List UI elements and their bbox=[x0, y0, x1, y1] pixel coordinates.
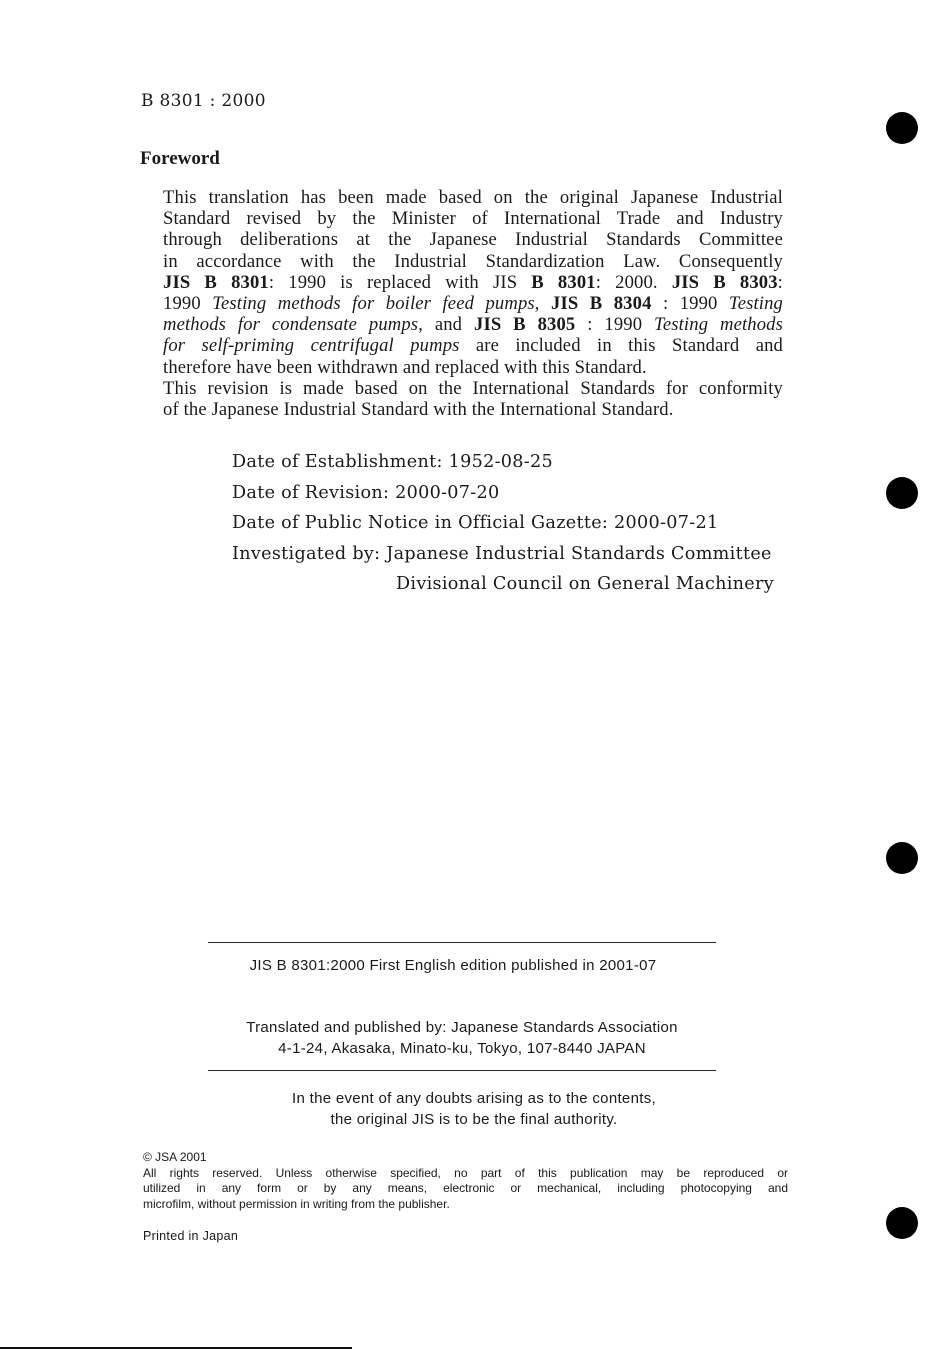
foreword-line: This translation has been made based on the original Japanese Industrial bbox=[163, 187, 783, 208]
rights-reserved: All rights reserved. Unless otherwise specified, no part of this publication may be reproduced or bbox=[143, 1165, 788, 1180]
foreword-line: JIS B 8301: 1990 is replaced with JIS B 8301: 2000. JIS B 8303: bbox=[163, 271, 783, 293]
punch-hole-icon bbox=[886, 477, 918, 509]
scan-edge-line bbox=[0, 1347, 352, 1349]
foreword-line: Standard revised by the Minister of International Trade and Industry bbox=[163, 208, 783, 230]
investigated-by-council: Divisional Council on General Machinery bbox=[396, 574, 774, 594]
ref-jis-b-8304: JIS B 8304 bbox=[551, 293, 652, 315]
foreword-line: of the Japanese Industrial Standard with the International Standard. bbox=[163, 399, 674, 421]
authority-note: In the event of any doubts arising as to the contents, the original JIS is to be the final authority. bbox=[292, 1090, 656, 1128]
ref-jis-b-8301: JIS B 8301 bbox=[163, 271, 269, 293]
publisher-address: 4-1-24, Akasaka, Minato-ku, Tokyo, 107-8440 JAPAN bbox=[278, 1040, 646, 1057]
date-block bbox=[232, 450, 792, 603]
edition-note: JIS B 8301:2000 First English edition published in 2001-07 bbox=[249, 957, 657, 974]
publisher-line: Translated and published by: Japanese Standards Association bbox=[246, 1019, 678, 1036]
investigated-by: Investigated by: Japanese Industrial Standards Committee bbox=[232, 543, 772, 564]
foreword-line: for self-priming centrifugal pumps are included in this Standard and bbox=[163, 335, 783, 357]
ref-jis-b-8305: JIS B 8305 bbox=[474, 314, 576, 336]
divider-top bbox=[208, 942, 716, 943]
punch-hole-icon bbox=[886, 842, 918, 874]
rights-reserved: utilized in any form or by any means, electronic or mechanical, including photocopying and bbox=[143, 1181, 788, 1195]
date-of-public-notice: Date of Public Notice in Official Gazette: 2000-07-21 bbox=[232, 513, 719, 533]
copyright-line: © JSA 2001 bbox=[143, 1150, 207, 1164]
date-of-establishment: Date of Establishment: 1952-08-25 bbox=[232, 452, 554, 472]
punch-hole-icon bbox=[886, 112, 918, 144]
publisher-info bbox=[208, 1017, 716, 1059]
foreword-heading: Foreword bbox=[140, 148, 220, 169]
punch-hole-icon bbox=[886, 1207, 918, 1239]
foreword-line: methods for condensate pumps, and JIS B 8305 : 1990 Testing methods bbox=[163, 314, 784, 336]
foreword-line: through deliberations at the Japanese Industrial Standards Committee bbox=[163, 229, 783, 251]
document-id: B 8301 : 2000 bbox=[141, 91, 266, 111]
divider-bottom bbox=[208, 1070, 716, 1071]
copyright-notice bbox=[143, 1150, 788, 1212]
rights-reserved: microfilm, without permission in writing from the publisher. bbox=[143, 1196, 450, 1211]
foreword-line: 1990 Testing methods for boiler feed pumps, JIS B 8304 : 1990 Testing bbox=[163, 293, 784, 315]
ref-jis-b-8303: JIS B 8303 bbox=[671, 271, 778, 293]
foreword-line: This revision is made based on the International Standards for conformity bbox=[163, 377, 783, 399]
foreword-body bbox=[163, 187, 783, 420]
printed-in: Printed in Japan bbox=[143, 1229, 239, 1243]
date-of-revision: Date of Revision: 2000-07-20 bbox=[232, 482, 500, 503]
foreword-line: therefore have been withdrawn and replaced with this Standard. bbox=[163, 356, 647, 378]
foreword-line: in accordance with the Industrial Standardization Law. Consequently bbox=[163, 250, 783, 272]
